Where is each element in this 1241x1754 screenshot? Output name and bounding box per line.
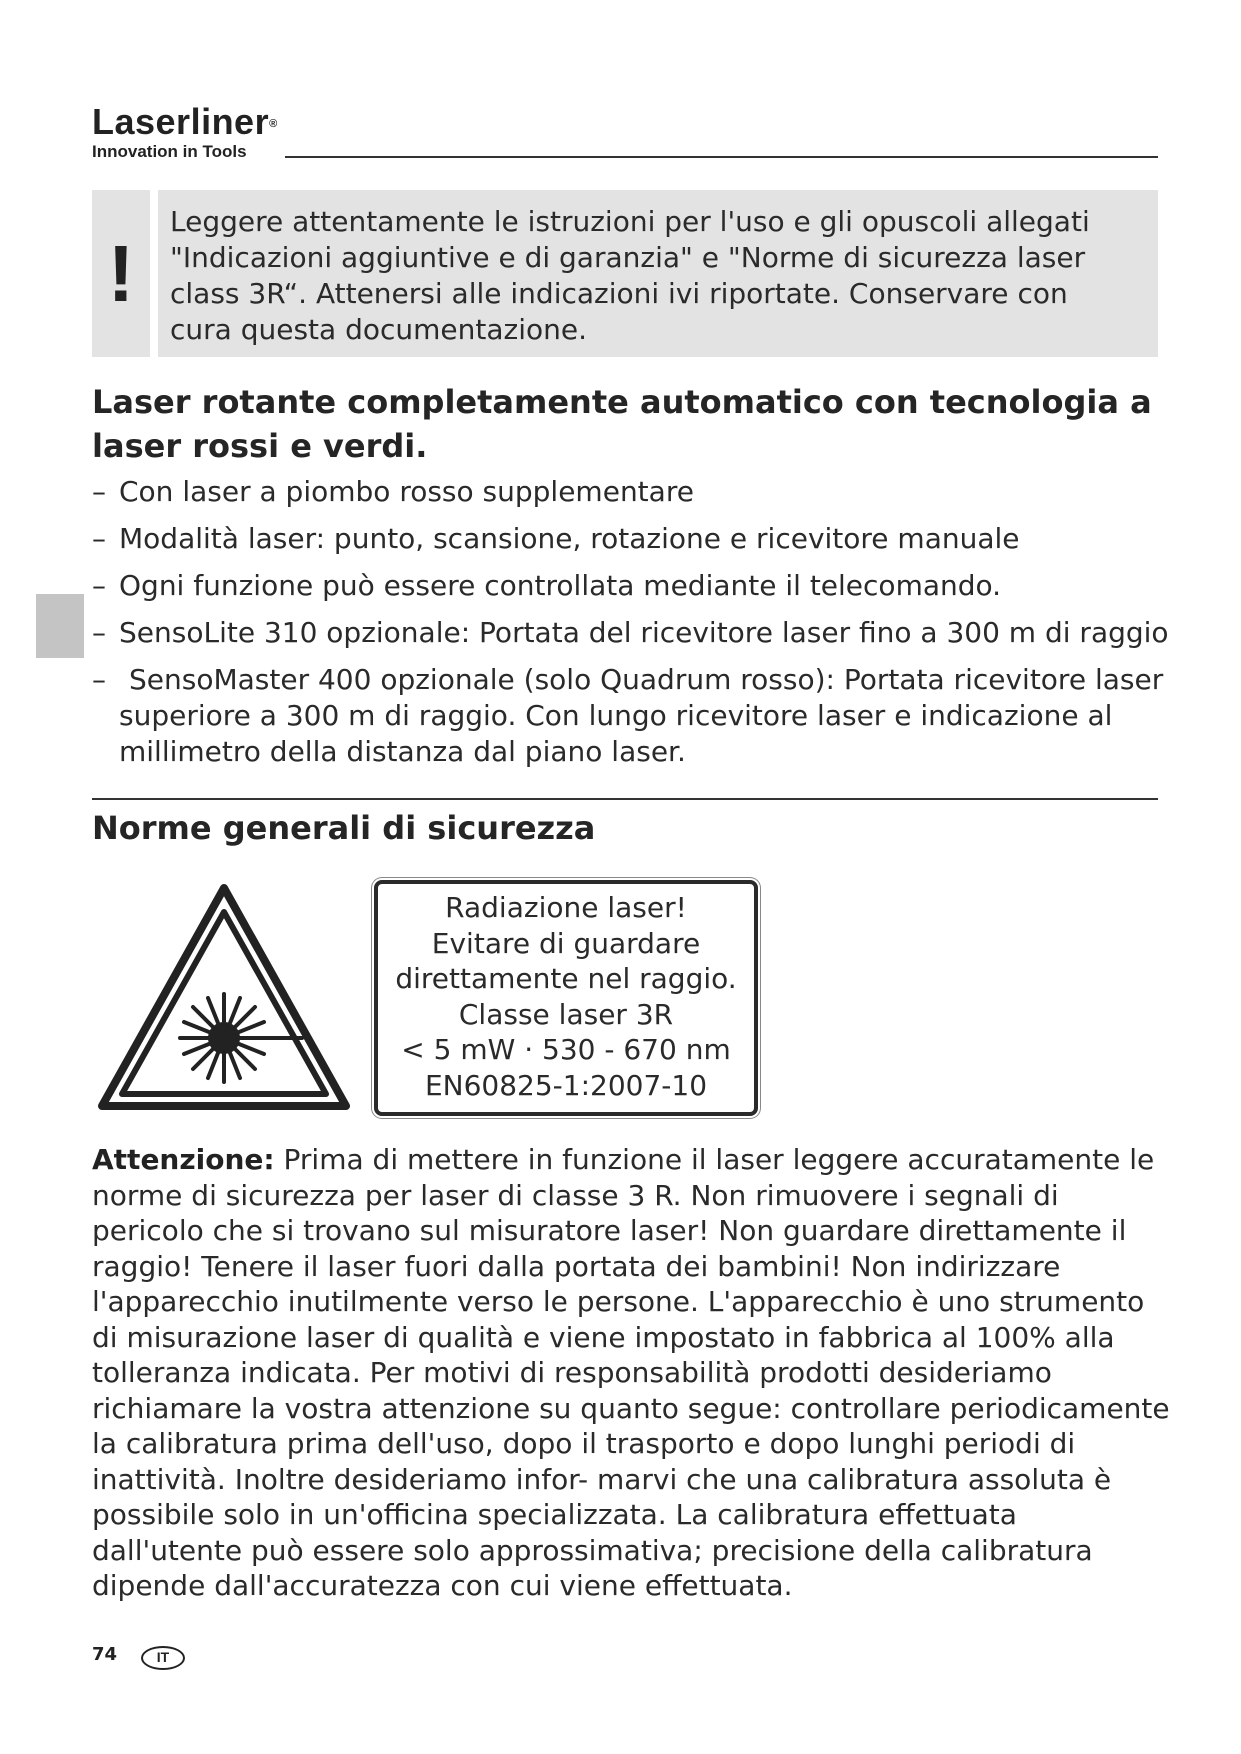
feature-item: – Ogni funzione può essere controllata mediante il telecomando. xyxy=(92,569,1002,602)
header-divider xyxy=(285,156,1158,158)
feature-item: – Con laser a piombo rosso supplementare xyxy=(92,475,694,508)
exclamation-icon: ! xyxy=(92,190,150,357)
notice-text: Leggere attentamente le istruzioni per l'uso e gli opuscoli allegati "Indicazioni aggiuntive e di garanzia" e "Norme di sicurezza laser class 3R“. Attenersi alle indicazioni ivi riportate. Conservare con cura questa documentazione. xyxy=(158,190,1158,357)
brand-tagline: Innovation in Tools xyxy=(92,142,247,161)
label-line: EN60825-1:2007-10 xyxy=(424,1068,708,1102)
brand-name: Laserliner® xyxy=(92,101,278,142)
attention-paragraph xyxy=(92,1142,1172,1604)
feature-item: – SensoMaster 400 opzionale (solo Quadrum rosso): Portata ricevitore laser superiore a 300 m di raggio. Con lungo ricevitore laser e indicazione al millimetro della distanza dal piano laser. xyxy=(92,663,1164,768)
feature-item: – Modalità laser: punto, scansione, rotazione e ricevitore manuale xyxy=(92,522,1020,555)
feature-list xyxy=(92,474,1172,781)
safety-section-title: Norme generali di sicurezza xyxy=(92,809,596,847)
label-line: < 5 mW · 530 - 670 nm xyxy=(401,1033,731,1066)
product-title: Laser rotante completamente automatico con tecnologia a laser rossi e verdi. xyxy=(92,383,1152,465)
label-line: Radiazione laser! xyxy=(445,891,687,924)
chapter-tab-marker xyxy=(36,594,84,658)
laser-warning-label xyxy=(374,880,758,1116)
section-divider xyxy=(92,798,1158,800)
attention-text: Prima di mettere in funzione il laser leggere accuratamente le norme di sicurezza per laser di classe 3 R. Non rimuovere i segnali di pericolo che si trovano sul misuratore laser! Non guardare direttamente il raggio! Tenere il laser fuori dalla portata dei bambini! Non indirizzare l'apparecchio inutilmente verso le persone. L'apparecchio è uno strumento di misurazione laser di qualità e viene impostato in fabbrica al 100% alla tolleranza indicata. Per motivi di responsabilità prodotti desideriamo richiamare la vostra attenzione su quanto segue: controllare periodicamente la calibratura prima dell'uso, dopo il trasporto e dopo lunghi periodi di inattività. Inoltre desideriamo infor- marvi che una calibratura assoluta è possibile solo in un'officina specializzata. La calibratura effettuata dall'utente può essere solo approssimativa; precisione della calibratura dipende dall'accuratezza con cui viene effettuata. xyxy=(92,1143,1170,1602)
label-line: direttamente nel raggio. xyxy=(395,962,737,995)
label-line: Evitare di guardare xyxy=(431,926,701,960)
label-line: Classe laser 3R xyxy=(458,997,674,1031)
feature-item: – SensoLite 310 opzionale: Portata del ricevitore laser fino a 300 m di raggio xyxy=(92,616,1169,649)
page-number: 74 xyxy=(92,1644,118,1665)
brand-logo xyxy=(92,101,278,161)
laser-radiation-warning-icon xyxy=(96,880,352,1116)
language-badge: IT xyxy=(141,1646,185,1670)
registered-mark: ® xyxy=(269,118,278,130)
attention-label: Attenzione: xyxy=(92,1143,275,1176)
